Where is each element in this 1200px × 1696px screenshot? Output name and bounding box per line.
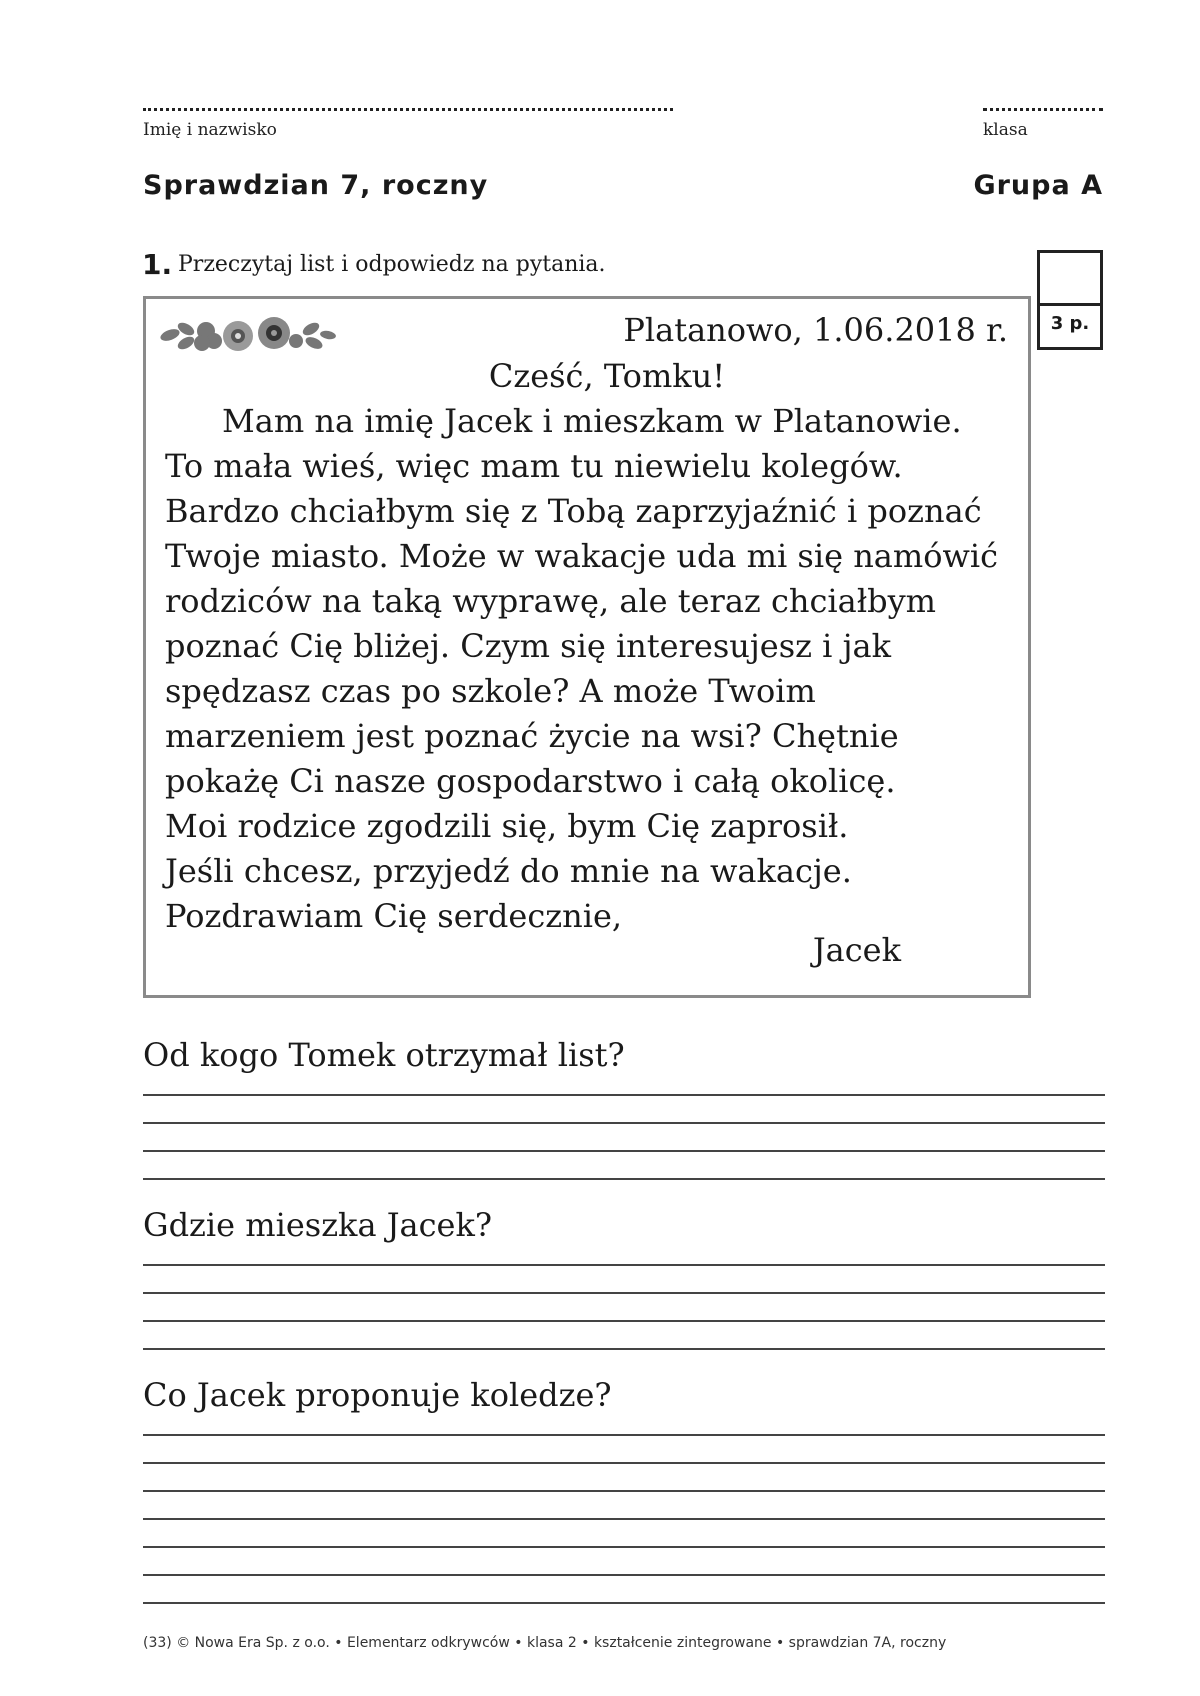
answer-line[interactable] bbox=[143, 1574, 1105, 1576]
letter-greeting: Cześć, Tomku! bbox=[488, 357, 726, 395]
letter-signature: Jacek bbox=[812, 931, 901, 969]
task-number: 1. bbox=[142, 248, 173, 281]
task-instruction: Przeczytaj list i odpowiedz na pytania. bbox=[178, 252, 606, 277]
answer-line[interactable] bbox=[143, 1602, 1105, 1604]
answer-line[interactable] bbox=[143, 1348, 1105, 1350]
letter-line: Jeśli chcesz, przyjedź do mnie na wakacje. bbox=[165, 852, 852, 890]
letter-box bbox=[143, 296, 1031, 998]
answer-line[interactable] bbox=[143, 1094, 1105, 1096]
answer-line[interactable] bbox=[143, 1462, 1105, 1464]
answer-line[interactable] bbox=[143, 1490, 1105, 1492]
letter-line: rodziców na taką wyprawę, ale teraz chciałbym bbox=[165, 582, 936, 620]
letter-line: pokażę Ci nasze gospodarstwo i całą okolicę. bbox=[165, 762, 896, 800]
letter-line: poznać Cię bliżej. Czym się interesujesz i jak bbox=[165, 627, 891, 665]
question-2: Gdzie mieszka Jacek? bbox=[143, 1206, 492, 1244]
flower-decoration-icon bbox=[156, 311, 336, 361]
answer-line[interactable] bbox=[143, 1264, 1105, 1266]
answer-line[interactable] bbox=[143, 1178, 1105, 1180]
letter-line: Moi rodzice zgodzili się, bym Cię zaprosił. bbox=[165, 807, 849, 845]
name-field[interactable] bbox=[143, 108, 673, 111]
answer-line[interactable] bbox=[143, 1518, 1105, 1520]
points-divider bbox=[1040, 303, 1100, 306]
letter-line: spędzasz czas po szkole? A może Twoim bbox=[165, 672, 816, 710]
answer-line[interactable] bbox=[143, 1320, 1105, 1322]
name-label: Imię i nazwisko bbox=[143, 120, 277, 140]
letter-body bbox=[165, 399, 1025, 939]
footer-copyright: (33) © Nowa Era Sp. z o.o. • Elementarz odkrywców • klasa 2 • kształcenie zintegrowane • sprawdzian 7A, roczny bbox=[143, 1635, 947, 1651]
answer-line[interactable] bbox=[143, 1292, 1105, 1294]
letter-line: Bardzo chciałbym się z Tobą zaprzyjaźnić i poznać bbox=[165, 492, 982, 530]
letter-line: Twoje miasto. Może w wakacje uda mi się namówić bbox=[165, 537, 999, 575]
question-3: Co Jacek proponuje koledze? bbox=[143, 1376, 612, 1414]
answer-line[interactable] bbox=[143, 1546, 1105, 1548]
letter-line: To mała wieś, więc mam tu niewielu kolegów. bbox=[165, 447, 903, 485]
test-title: Sprawdzian 7, roczny bbox=[143, 170, 489, 201]
letter-line: Mam na imię Jacek i mieszkam w Platanowie. bbox=[222, 402, 962, 440]
answer-line[interactable] bbox=[143, 1150, 1105, 1152]
class-label: klasa bbox=[983, 120, 1028, 140]
class-field[interactable] bbox=[983, 108, 1103, 111]
letter-place-date: Platanowo, 1.06.2018 r. bbox=[623, 311, 1008, 349]
points-box bbox=[1037, 250, 1103, 350]
group-label: Grupa A bbox=[973, 170, 1103, 201]
answer-line[interactable] bbox=[143, 1434, 1105, 1436]
points-value: 3 p. bbox=[1050, 313, 1090, 334]
letter-line: Pozdrawiam Cię serdecznie, bbox=[165, 897, 623, 935]
question-1: Od kogo Tomek otrzymał list? bbox=[143, 1036, 625, 1074]
answer-line[interactable] bbox=[143, 1122, 1105, 1124]
letter-line: marzeniem jest poznać życie na wsi? Chętnie bbox=[165, 717, 899, 755]
